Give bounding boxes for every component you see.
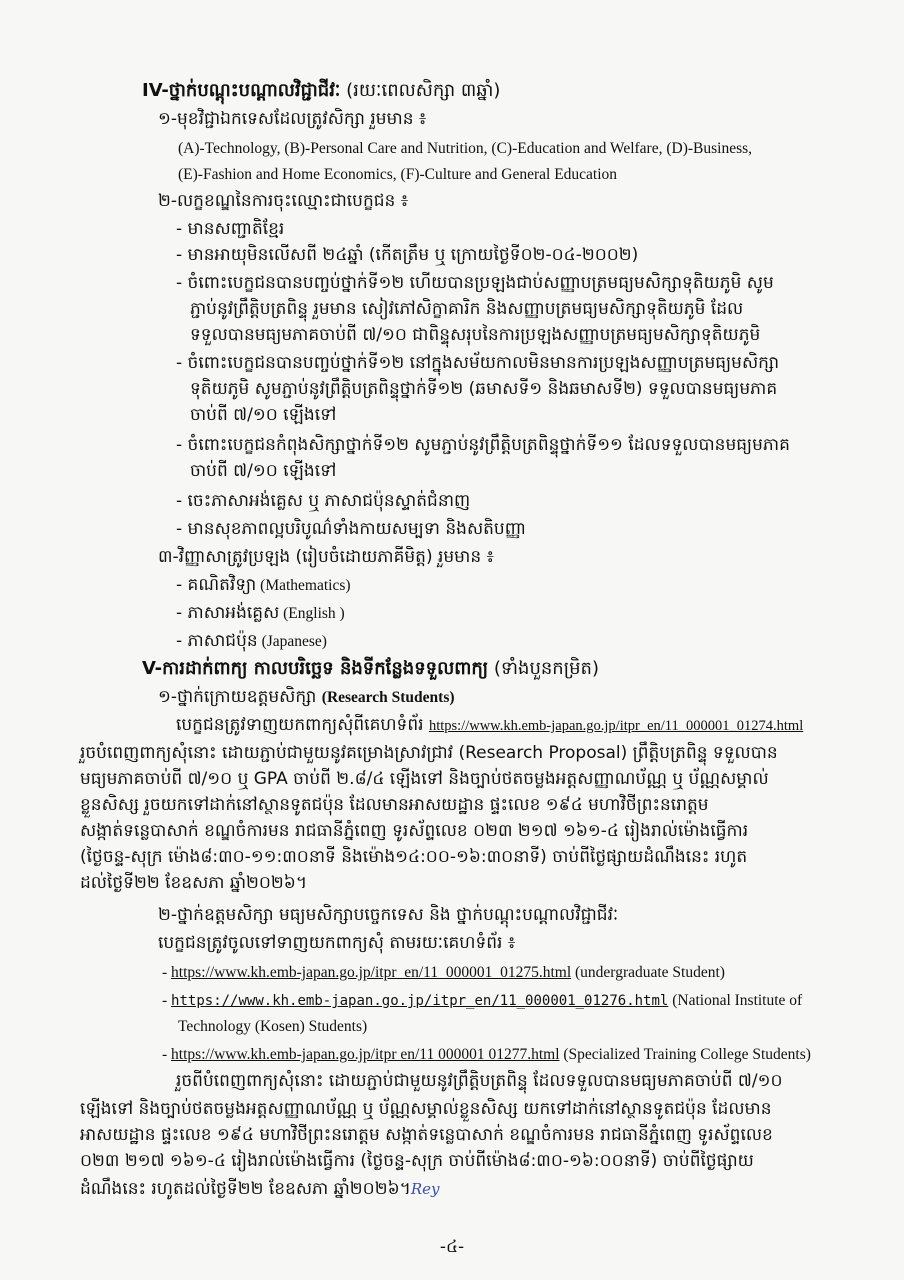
fields-line-2: (E)-Fashion and Home Economics, (F)-Culture and General Education xyxy=(178,166,618,183)
exam-english xyxy=(176,602,345,625)
research-para-line-1 xyxy=(176,714,803,737)
general-para-line-5 xyxy=(80,1178,439,1200)
section-5-title-main: V-ការដាក់ពាក្យ កាលបរិច្ឆេទ និងទីកន្លែងទទួលពាក្យ xyxy=(142,658,489,679)
condition-no-exam-2: ទុតិយភូមិ សូមភ្ជាប់នូវព្រឹត្តិបត្រពិន្ទុថ្នាក់ទី១២ (ឆមាសទី១ និងឆមាសទី២) ទទួលបានមធ្យមភាគ xyxy=(190,379,778,399)
exam-japanese-en: (Japanese) xyxy=(257,633,327,650)
link-item-kosen: - https://www.kh.emb-japan.go.jp/itpr_en/11_000001_01276.html (National Institute of xyxy=(162,992,803,1009)
kosen-desc-line-2: Technology (Kosen) Students) xyxy=(178,1018,368,1035)
link-item-undergraduate: - https://www.kh.emb-japan.go.jp/itpr_en/11_000001_01275.html (undergraduate Student) xyxy=(162,964,725,981)
research-para-line-4: ខ្លួនសិស្ស រួចយកទៅដាក់នៅស្ថានទូតជប៉ុន ដែលមានអាសយដ្ឋាន ផ្ទះលេខ ១៩៤ មហាវិថីព្រះនរោត្តម xyxy=(80,795,709,815)
research-para-line-3: មធ្យមភាគចាប់ពី ៧/១០ ឬ GPA ចាប់ពី ២.៨/៤ ឡើងទៅ និងច្បាប់ថតចម្លងអត្តសញ្ញាណប័ណ្ណ ឬ ប័ណ្ណសម្គាល់ xyxy=(80,769,769,789)
section-5-1-heading-kh: ១-ថ្នាក់ក្រោយឧត្តមសិក្សា xyxy=(158,687,322,707)
condition-nationality: - មានសញ្ជាតិខ្មែរ xyxy=(176,219,285,239)
section-4-2-heading: ២-លក្ខខណ្ឌនៃការចុះឈ្មោះជាបេក្ខជន ៖ xyxy=(158,191,409,211)
fields-line-1: (A)-Technology, (B)-Personal Care and Nutrition, (C)-Education and Welfare, (D)-Business, xyxy=(178,140,753,157)
section-5-title xyxy=(142,658,599,680)
exam-japanese-kh: - ភាសាជប៉ុន xyxy=(176,631,258,651)
condition-age: - មានអាយុមិនលើសពី ២៤ឆ្នាំ (កើតត្រឹម ឬ ក្រោយថ្ងៃទី០២-០៤-២០០២) xyxy=(176,245,639,265)
handwritten-initials: Rey xyxy=(410,1180,440,1198)
exam-math-kh: - គណិតវិទ្យា xyxy=(176,575,257,595)
section-4-3-heading: ៣-វិញ្ញាសាត្រូវប្រឡង (រៀបចំដោយភាគីមិត្ត) រួមមាន ៖ xyxy=(158,547,495,567)
condition-no-exam-3: ចាប់ពី ៧/១០ ឡើងទៅ xyxy=(190,405,337,425)
section-5-1-heading xyxy=(158,686,455,709)
section-5-1-heading-en: (Research Students) xyxy=(321,689,455,706)
section-4-title-main: IV-ថ្នាក់បណ្ដុះបណ្ដាលវិជ្ជាជីវៈ xyxy=(142,80,341,101)
research-para-line-1-text: បេក្ខជនត្រូវទាញយកពាក្យសុំពីគេហទំព័រ xyxy=(176,715,429,735)
section-5-2-heading: ២-ថ្នាក់ឧត្តមសិក្សា មធ្យមសិក្សាបច្ចេកទេស និង ថ្នាក់បណ្ដុះបណ្ដាលវិជ្ជាជីវៈ xyxy=(158,905,619,925)
research-application-link[interactable]: https://www.kh.emb-japan.go.jp/itpr_en/11_000001_01274.html xyxy=(428,718,804,734)
exam-english-kh: - ភាសាអង់គ្លេស xyxy=(176,603,280,623)
condition-no-exam-1: - ចំពោះបេក្ខជនបានបញ្ចប់ថ្នាក់ទី១២ នៅក្នុងសម័យកាលមិនមានការប្រឡងសញ្ញាបត្រមធ្យមសិក្សា xyxy=(176,353,780,373)
section-4-title xyxy=(142,80,500,102)
page-number: -៤- xyxy=(439,1237,465,1257)
general-para-line-5-text: ដំណឹងនេះ រហូតដល់ថ្ងៃទី២២ ខែឧសភា ឆ្នាំ២០២៦។ xyxy=(80,1179,411,1199)
undergraduate-desc: (undergraduate Student) xyxy=(571,964,725,981)
general-para-line-3: អាសយដ្ឋាន ផ្ទះលេខ ១៩៤ មហាវិថីព្រះនរោត្តម សង្កាត់ទន្លេបាសាក់ ខណ្ឌចំការមន រាជធានីភ្នំពេញ ទូរស័ព្ទលេខ xyxy=(80,1125,773,1145)
section-4-title-tail: (រយៈពេលសិក្សា ៣ឆ្នាំ) xyxy=(340,80,501,101)
link-item-specialized: - https://www.kh.emb-japan.go.jp/itpr en/11 000001 01277.html (Specialized Training College Students) xyxy=(162,1046,811,1063)
exam-english-en: (English ) xyxy=(279,605,345,622)
research-para-line-5: សង្កាត់ទន្លេបាសាក់ ខណ្ឌចំការមន រាជធានីភ្នំពេញ ទូរស័ព្ទលេខ ០២៣ ២១៧ ១៦១-៤ រៀងរាល់ម៉ោងធ្វើការ xyxy=(80,821,749,841)
exam-math xyxy=(176,574,351,597)
specialized-link[interactable]: https://www.kh.emb-japan.go.jp/itpr en/11 000001 01277.html xyxy=(171,1046,560,1063)
general-para-line-4: ០២៣ ២១៧ ១៦១-៤ រៀងរាល់ម៉ោងធ្វើការ (ថ្ងៃចន្ទ-សុក្រ ចាប់ពីម៉ោង៨:៣០-១៦:០០នាទី) ចាប់ពីថ្ងៃផ្សាយ xyxy=(80,1151,754,1171)
condition-studying-2: ចាប់ពី ៧/១០ ឡើងទៅ xyxy=(190,461,337,481)
general-para-line-2: ឡើងទៅ និងច្បាប់ថតចម្លងអត្តសញ្ញាណប័ណ្ណ ឬ ប័ណ្ណសម្គាល់ខ្លួនសិស្ស យកទៅដាក់នៅស្ថានទូតជប៉ុន ដែលមាន xyxy=(80,1099,772,1119)
kosen-desc: (National Institute of xyxy=(668,992,803,1009)
section-5-title-tail: (ទាំងបួនកម្រិត) xyxy=(488,658,599,679)
research-para-line-7: ដល់ថ្ងៃទី២២ ខែឧសភា ឆ្នាំ២០២៦។ xyxy=(80,873,308,893)
exam-math-en: (Mathematics) xyxy=(256,577,351,594)
condition-grade12-passed-3: ទទួលបានមធ្យមភាគចាប់ពី ៧/១០ ជាពិន្ទុសរុបនៃការប្រឡងសញ្ញាបត្រមធ្យមសិក្សាទុតិយភូមិ xyxy=(190,325,761,345)
undergraduate-link[interactable]: https://www.kh.emb-japan.go.jp/itpr_en/11_000001_01275.html xyxy=(171,964,572,981)
condition-health: - មានសុខភាពល្អបរិបូណ៌ទាំងកាយសម្បទា និងសតិបញ្ញា xyxy=(176,519,526,539)
condition-grade12-passed-2: ភ្ជាប់នូវព្រឹត្តិបត្រពិន្ទុ រួមមាន សៀវភៅសិក្ខាគារិក និងសញ្ញាបត្រមធ្យមសិក្សាទុតិយភូមិ ដែល xyxy=(190,299,744,319)
section-5-2-intro: បេក្ខជនត្រូវចូលទៅទាញយកពាក្យសុំ តាមរយៈគេហទំព័រ ៖ xyxy=(158,933,516,953)
kosen-link[interactable]: https://www.kh.emb-japan.go.jp/itpr_en/11_000001_01276.html xyxy=(171,993,669,1009)
specialized-desc: (Specialized Training College Students) xyxy=(559,1046,811,1063)
section-4-1-heading: ១-មុខវិជ្ជាឯកទេសដែលត្រូវសិក្សា រួមមាន ៖ xyxy=(158,109,427,129)
research-para-line-6: (ថ្ងៃចន្ទ-សុក្រ ម៉ោង៨:៣០-១១:៣០នាទី និងម៉ោង១៤:០០-១៦:៣០នាទី) ចាប់ពីថ្ងៃផ្សាយដំណឹងនេះ រហូត xyxy=(80,847,748,867)
general-para-line-1: រួចពីបំពេញពាក្យសុំនោះ ដោយភ្ជាប់ជាមួយនូវព្រឹត្តិបត្រពិន្ទុ ដែលទទួលបានមធ្យមភាគចាប់ពី ៧/១០ xyxy=(176,1071,783,1091)
condition-grade12-passed-1: - ចំពោះបេក្ខជនបានបញ្ចប់ថ្នាក់ទី១២ ហើយបានប្រឡងជាប់សញ្ញាបត្រមធ្យមសិក្សាទុតិយភូមិ សូម xyxy=(176,273,774,293)
research-para-line-2: រួចបំពេញពាក្យសុំនោះ ដោយភ្ជាប់ជាមួយនូវគម្រោងស្រាវជ្រាវ (Research Proposal) ព្រឹត្តិបត្រពិន្ទុ ទទួលបាន xyxy=(80,743,778,763)
exam-japanese xyxy=(176,630,327,653)
condition-language: - ចេះភាសាអង់គ្លេស ឬ ភាសាជប៉ុនស្ទាត់ជំនាញ xyxy=(176,491,471,511)
condition-studying-1: - ចំពោះបេក្ខជនកំពុងសិក្សាថ្នាក់ទី១២ សូមភ្ជាប់នូវព្រឹត្តិបត្រពិន្ទុថ្នាក់ទី១១ ដែលទទួលបានមធ្យមភាគ xyxy=(176,435,790,455)
